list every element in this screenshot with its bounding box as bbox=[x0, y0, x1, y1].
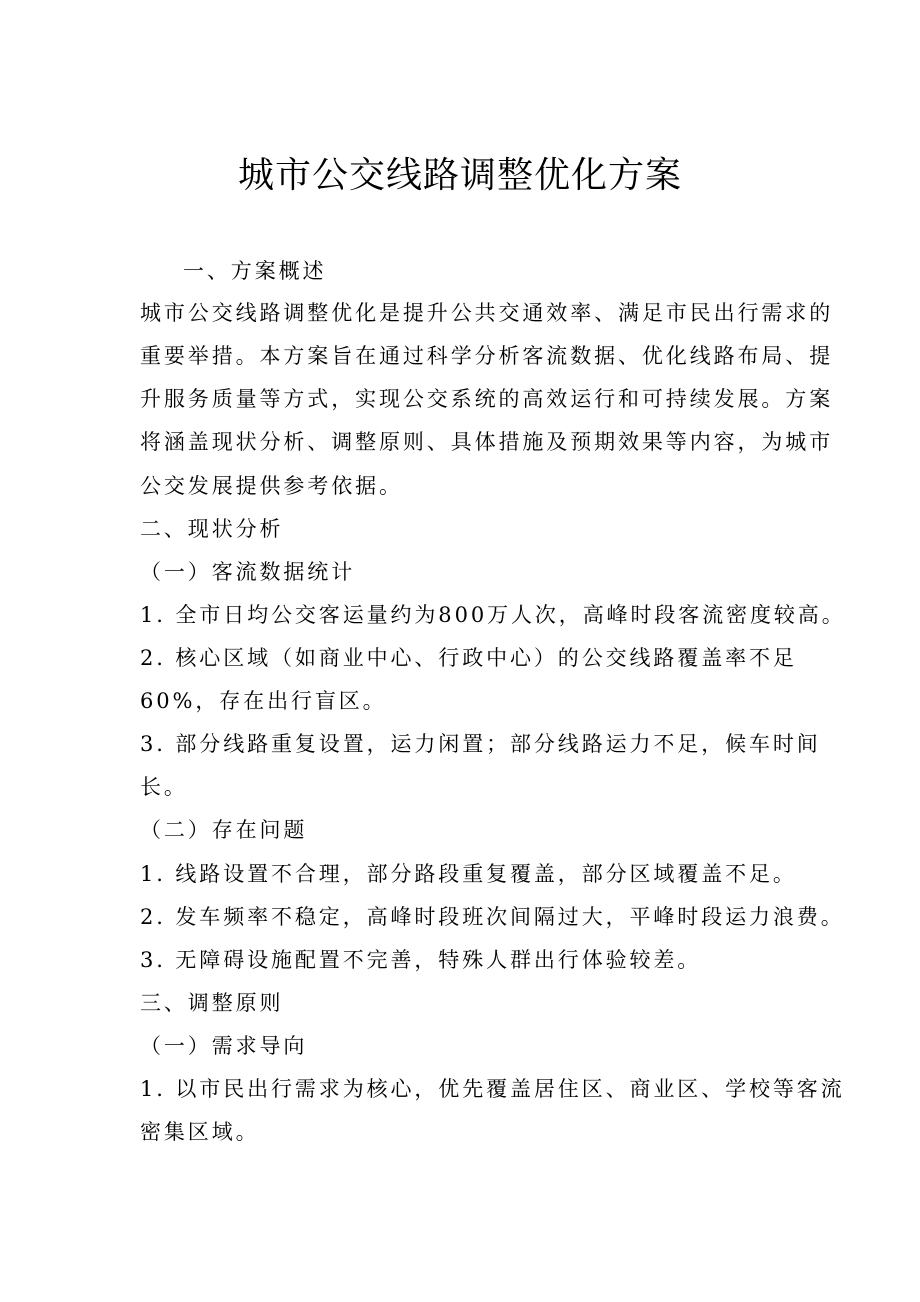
list-item: 1. 全市日均公交客运量约为800万人次，高峰时段客流密度较高。 bbox=[140, 603, 846, 627]
document-title: 城市公交线路调整优化方案 bbox=[237, 155, 682, 196]
list-item: 1. 线路设置不合理，部分路段重复覆盖，部分区域覆盖不足。 bbox=[140, 862, 797, 886]
subsection-heading-demand: （一）需求导向 bbox=[140, 1034, 308, 1058]
subsection-heading-ridership: （一）客流数据统计 bbox=[140, 560, 356, 584]
paragraph-line: 升服务质量等方式，实现公交系统的高效运行和可持续发展。方案 bbox=[140, 387, 834, 411]
paragraph-line: 重要举措。本方案旨在通过科学分析客流数据、优化线路布局、提 bbox=[140, 344, 834, 368]
section-heading-overview: 一、方案概述 bbox=[183, 259, 327, 283]
list-item-continuation: 长。 bbox=[140, 775, 188, 799]
list-item: 1. 以市民出行需求为核心，优先覆盖居住区、商业区、学校等客流 bbox=[140, 1077, 845, 1101]
section-heading-principles: 三、调整原则 bbox=[140, 991, 284, 1015]
list-item: 3. 无障碍设施配置不完善，特殊人群出行体验较差。 bbox=[140, 948, 702, 972]
paragraph-line: 将涵盖现状分析、调整原则、具体措施及预期效果等内容，为城市 bbox=[140, 430, 834, 454]
list-item-continuation: 60%，存在出行盲区。 bbox=[140, 689, 387, 713]
paragraph-line: 城市公交线路调整优化是提升公共交通效率、满足市民出行需求的 bbox=[140, 301, 834, 325]
list-item: 3. 部分线路重复设置，运力闲置；部分线路运力不足，候车时间 bbox=[140, 732, 821, 756]
section-heading-status: 二、现状分析 bbox=[140, 517, 284, 541]
list-item-continuation: 密集区域。 bbox=[140, 1120, 260, 1144]
paragraph-line: 公交发展提供参考依据。 bbox=[140, 474, 403, 498]
list-item: 2. 核心区域（如商业中心、行政中心）的公交线路覆盖率不足 bbox=[140, 646, 797, 670]
subsection-heading-problems: （二）存在问题 bbox=[140, 818, 308, 842]
list-item: 2. 发车频率不稳定，高峰时段班次间隔过大，平峰时段运力浪费。 bbox=[140, 905, 845, 929]
